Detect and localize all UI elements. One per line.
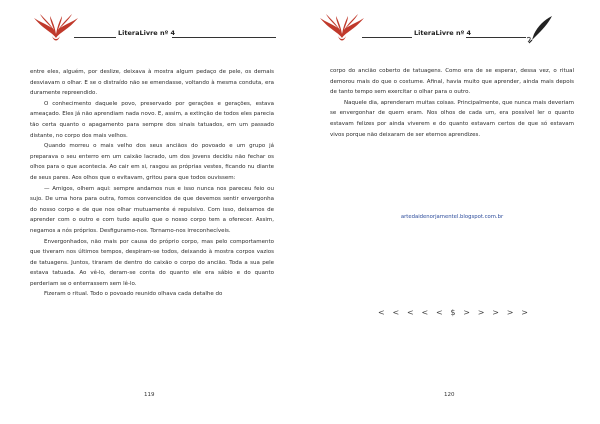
paragraph: Envergonhados, não mais por causa do próprio corpo, mas pelo comportamento que tiveram nos últimos tempos, despiram-se todos, deixando à mostra corpos vazios de tatuagens. Juntos, tiraram de dentro do caixão o corpo do ancião. Toda a sua pele estava tatuada. Ao vê-lo, deram-se conta do quanto ele era sábio e do quanto perderiam se o enterrassem sem lê-lo. [30,238,274,287]
ornament-glyph: < [435,308,443,317]
right-page-body [330,66,574,140]
left-page-body [30,67,274,300]
paragraph: Fizeram o ritual. Todo o povoado reunido olhava cada detalhe do [44,291,223,298]
ornament-glyph: < [421,308,429,317]
header-rule-left [362,37,412,38]
ornament-glyph: < [392,308,400,317]
ornament-glyph: < [378,308,385,317]
ornament-glyph: > [463,308,470,317]
header-rule-right [172,37,276,38]
ornament-divider [378,308,528,318]
header-rule-right [466,37,526,38]
paragraph: Quando morreu o mais velho dos seus anciãos do povoado e um grupo já preparava o seu enterro em um caixão lacrado, um dos jovens decidiu não fechar os olhos para o que acontecia. Ao cair em si, rasgou as próprias vestes, ficando nu diante de seus pares. Aos olhos que o evitavam, gritou para que todos ouvissem: [30,143,274,181]
ornament-glyph: $ [450,308,456,317]
ornament-glyph: > [492,308,499,317]
ornament-glyph: > [521,308,528,317]
paragraph: — Amigos, olhem aqui: sempre andamos nus e isso nunca nos pareceu feio ou sujo. De uma hora para outra, fomos convencidos de que devemos sentir envergonha do nosso corpo e de que nos olhar mutuamente é repulsivo. Com isso, deixamos de aprender com o outro e com tudo aquilo que o nosso corpo tem a oferecer. Assim, negamos a nós próprios. Desfiguramo-nos. Tornamo-nos irreconhecíveis. [30,185,274,234]
ornament-glyph: > [506,308,514,317]
paragraph: entre eles, alguém, por deslize, deixava à mostra algum pedaço de pele, os demais desviavam o olhar. E se o distraído não se emendasse, voltando à mesma conduta, era duramente repreendido. [30,69,274,97]
ornament-glyph: > [477,308,485,317]
right-page [300,0,600,424]
header-title: LiteraLivre nº 4 [118,29,176,37]
paragraph: O conhecimento daquele povo, preservado por gerações e gerações, estava ameaçado. Eles já não aprendiam nada novo. E, assim, a extinção de todos eles parecia tão certa quanto o apagamento para sempre dos sinais tatuados, em um passado distante, no corpo dos mais velhos. [30,100,274,139]
site-link[interactable]: artedaidenorjamentel.blogspot.com.br [400,214,504,220]
page-number-right: 120 [444,392,455,398]
ornament-glyph: < [406,308,414,317]
header-rule-left [74,37,116,38]
page-number-left: 119 [144,392,155,398]
paragraph: corpo do ancião coberto de tatuagens. Como era de se esperar, dessa vez, o ritual demorou mais do que o costume. Afinal, havia muito que aprender, ainda mais depois de tanto tempo sem exercitar o olhar para o outro. [330,68,574,96]
header-title: LiteraLivre nº 4 [414,29,472,37]
winged-logo-icon [30,12,82,46]
winged-logo-icon [316,12,368,46]
paragraph: Naquele dia, aprenderam muitas coisas. Principalmente, que nunca mais deveriam se envergonhar de quem eram. Nos olhos de cada um, era possível ler o quanto estavam felizes por ainda viverem e do quanto estavam certos de que só estavam vivos porque não deixaram de ser eternos aprendizes. [330,99,574,138]
quill-pen-icon [526,14,556,44]
